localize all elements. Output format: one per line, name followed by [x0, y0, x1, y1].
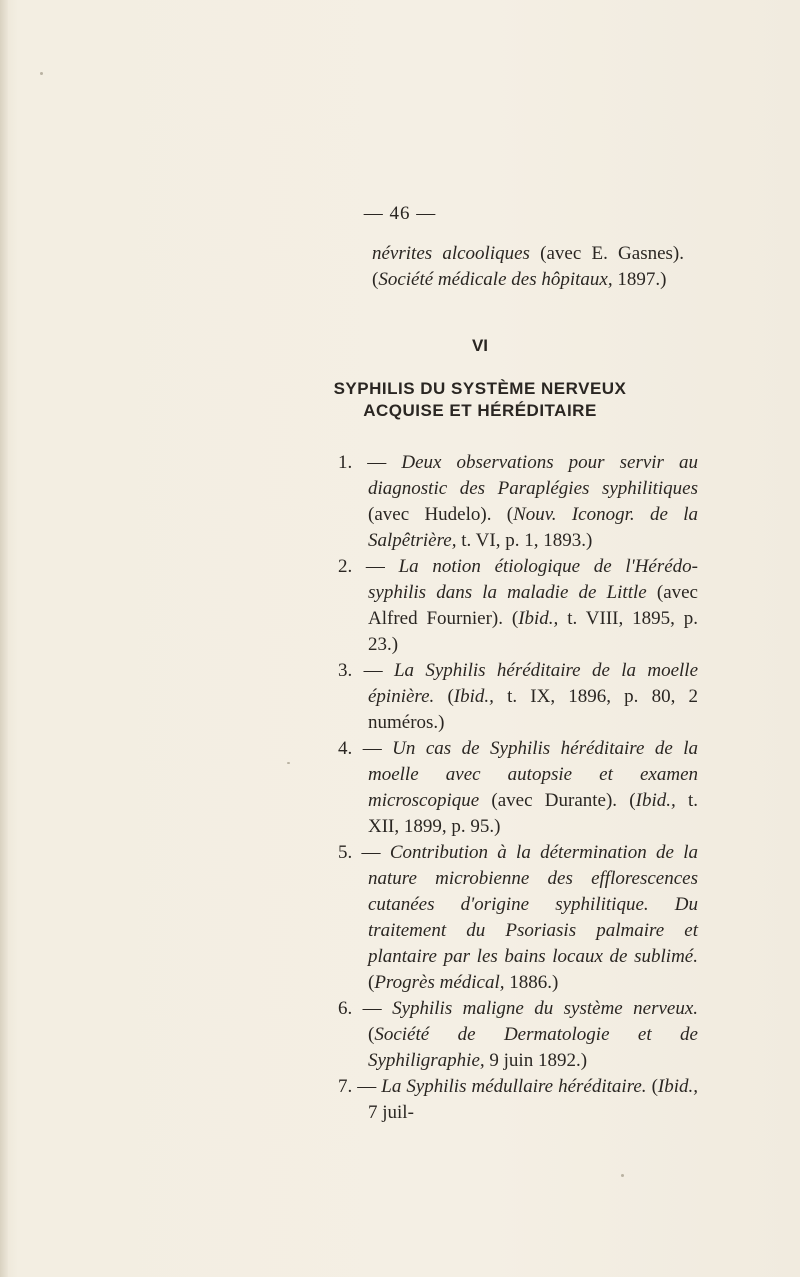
paren-open: (: [372, 269, 379, 290]
continuation-italic: névrites alcooliques: [372, 243, 530, 264]
continuation-text-rest: (avec E. Gasnes).: [529, 243, 684, 264]
bibliography-entry: [338, 554, 698, 658]
entry-text: (: [434, 686, 454, 707]
entry-reference: t. XII, 1899, p. 95.): [368, 790, 699, 837]
entry-text: (avec Durante). (: [479, 790, 636, 811]
entry-text: (avec Hudelo). (: [368, 504, 514, 525]
entry-reference: t. VIII, 1895, p. 23.): [368, 608, 698, 655]
entry-source: Société de Dermatologie et de Syphiligraphie,: [368, 1024, 698, 1071]
entry-title: La Syphilis héréditaire de la moelle épinière.: [368, 660, 699, 707]
entry-text: (: [368, 972, 375, 993]
bibliography-entry: [338, 736, 698, 840]
entry-title: La notion étiologique de l'Hérédo-syphilis dans la maladie de Little: [368, 556, 698, 603]
entry-text: (avec Alfred Fournier). (: [368, 582, 698, 629]
bibliography-entry: [338, 450, 698, 554]
entry-title: Un cas de Syphilis héréditaire de la moelle avec autopsie et examen microscopique: [368, 738, 699, 811]
entry-number: 7. —: [338, 1076, 382, 1097]
paper-speck: [287, 762, 290, 764]
entry-number: 6. —: [338, 998, 393, 1019]
entry-title: Deux observations pour servir au diagnostic des Paraplégies syphilitiques: [368, 452, 698, 499]
entry-title: La Syphilis médullaire héréditaire.: [381, 1076, 647, 1097]
entry-text: (: [368, 1024, 375, 1045]
section-title: [330, 378, 630, 422]
entry-text: (: [646, 1076, 658, 1097]
entry-number: 5. —: [338, 842, 390, 863]
continuation-line-1: [372, 241, 684, 267]
bibliography-entry: [338, 1074, 698, 1126]
entry-reference: 7 juil-: [368, 1102, 414, 1123]
continuation-text: [372, 241, 692, 293]
entry-reference: 1886.): [504, 972, 559, 993]
entry-source: Ibid.,: [518, 608, 559, 629]
entry-source: Nouv. Iconogr. de la Salpêtrière,: [368, 504, 698, 551]
continuation-line-2: [372, 267, 692, 293]
paper-speck: [621, 1174, 624, 1177]
continuation-year: 1897.): [612, 269, 667, 290]
entry-reference: 9 juin 1892.): [484, 1050, 588, 1071]
entry-number: 1. —: [338, 452, 402, 473]
binding-gutter: [0, 0, 8, 1277]
entry-number: 4. —: [338, 738, 393, 759]
entry-source: Ibid.,: [635, 790, 676, 811]
entry-number: 2. —: [338, 556, 399, 577]
entry-source: Ibid.,: [453, 686, 494, 707]
section-title-line-2: ACQUISE ET HÉRÉDITAIRE: [363, 401, 597, 420]
entry-reference: t. IX, 1896, p. 80, 2 numéros.): [368, 686, 699, 733]
bibliography-list: [338, 450, 698, 1126]
page-number: — 46 —: [363, 203, 437, 224]
entry-title: Syphilis maligne du système nerveux.: [392, 998, 699, 1019]
section-title-line-1: SYPHILIS DU SYSTÈME NERVEUX: [333, 379, 627, 398]
section-numeral: VI: [471, 336, 489, 355]
bibliography-entry: [338, 996, 698, 1074]
bibliography-entry: [338, 840, 698, 996]
continuation-source: Société médicale des hôpitaux,: [378, 269, 613, 290]
entry-source: Progrès médical,: [374, 972, 505, 993]
entry-number: 3. —: [338, 660, 394, 681]
entry-title: Contribution à la détermination de la nature microbienne des efflorescences cutanées d'origine syphilitique. Du traitement du Psoriasis palmaire et plantaire par les bains locaux de sublimé.: [368, 842, 698, 967]
entry-reference: t. VI, p. 1, 1893.): [456, 530, 593, 551]
paper-speck: [40, 72, 43, 75]
entry-source: Ibid.,: [657, 1076, 698, 1097]
bibliography-entry: [338, 658, 698, 736]
